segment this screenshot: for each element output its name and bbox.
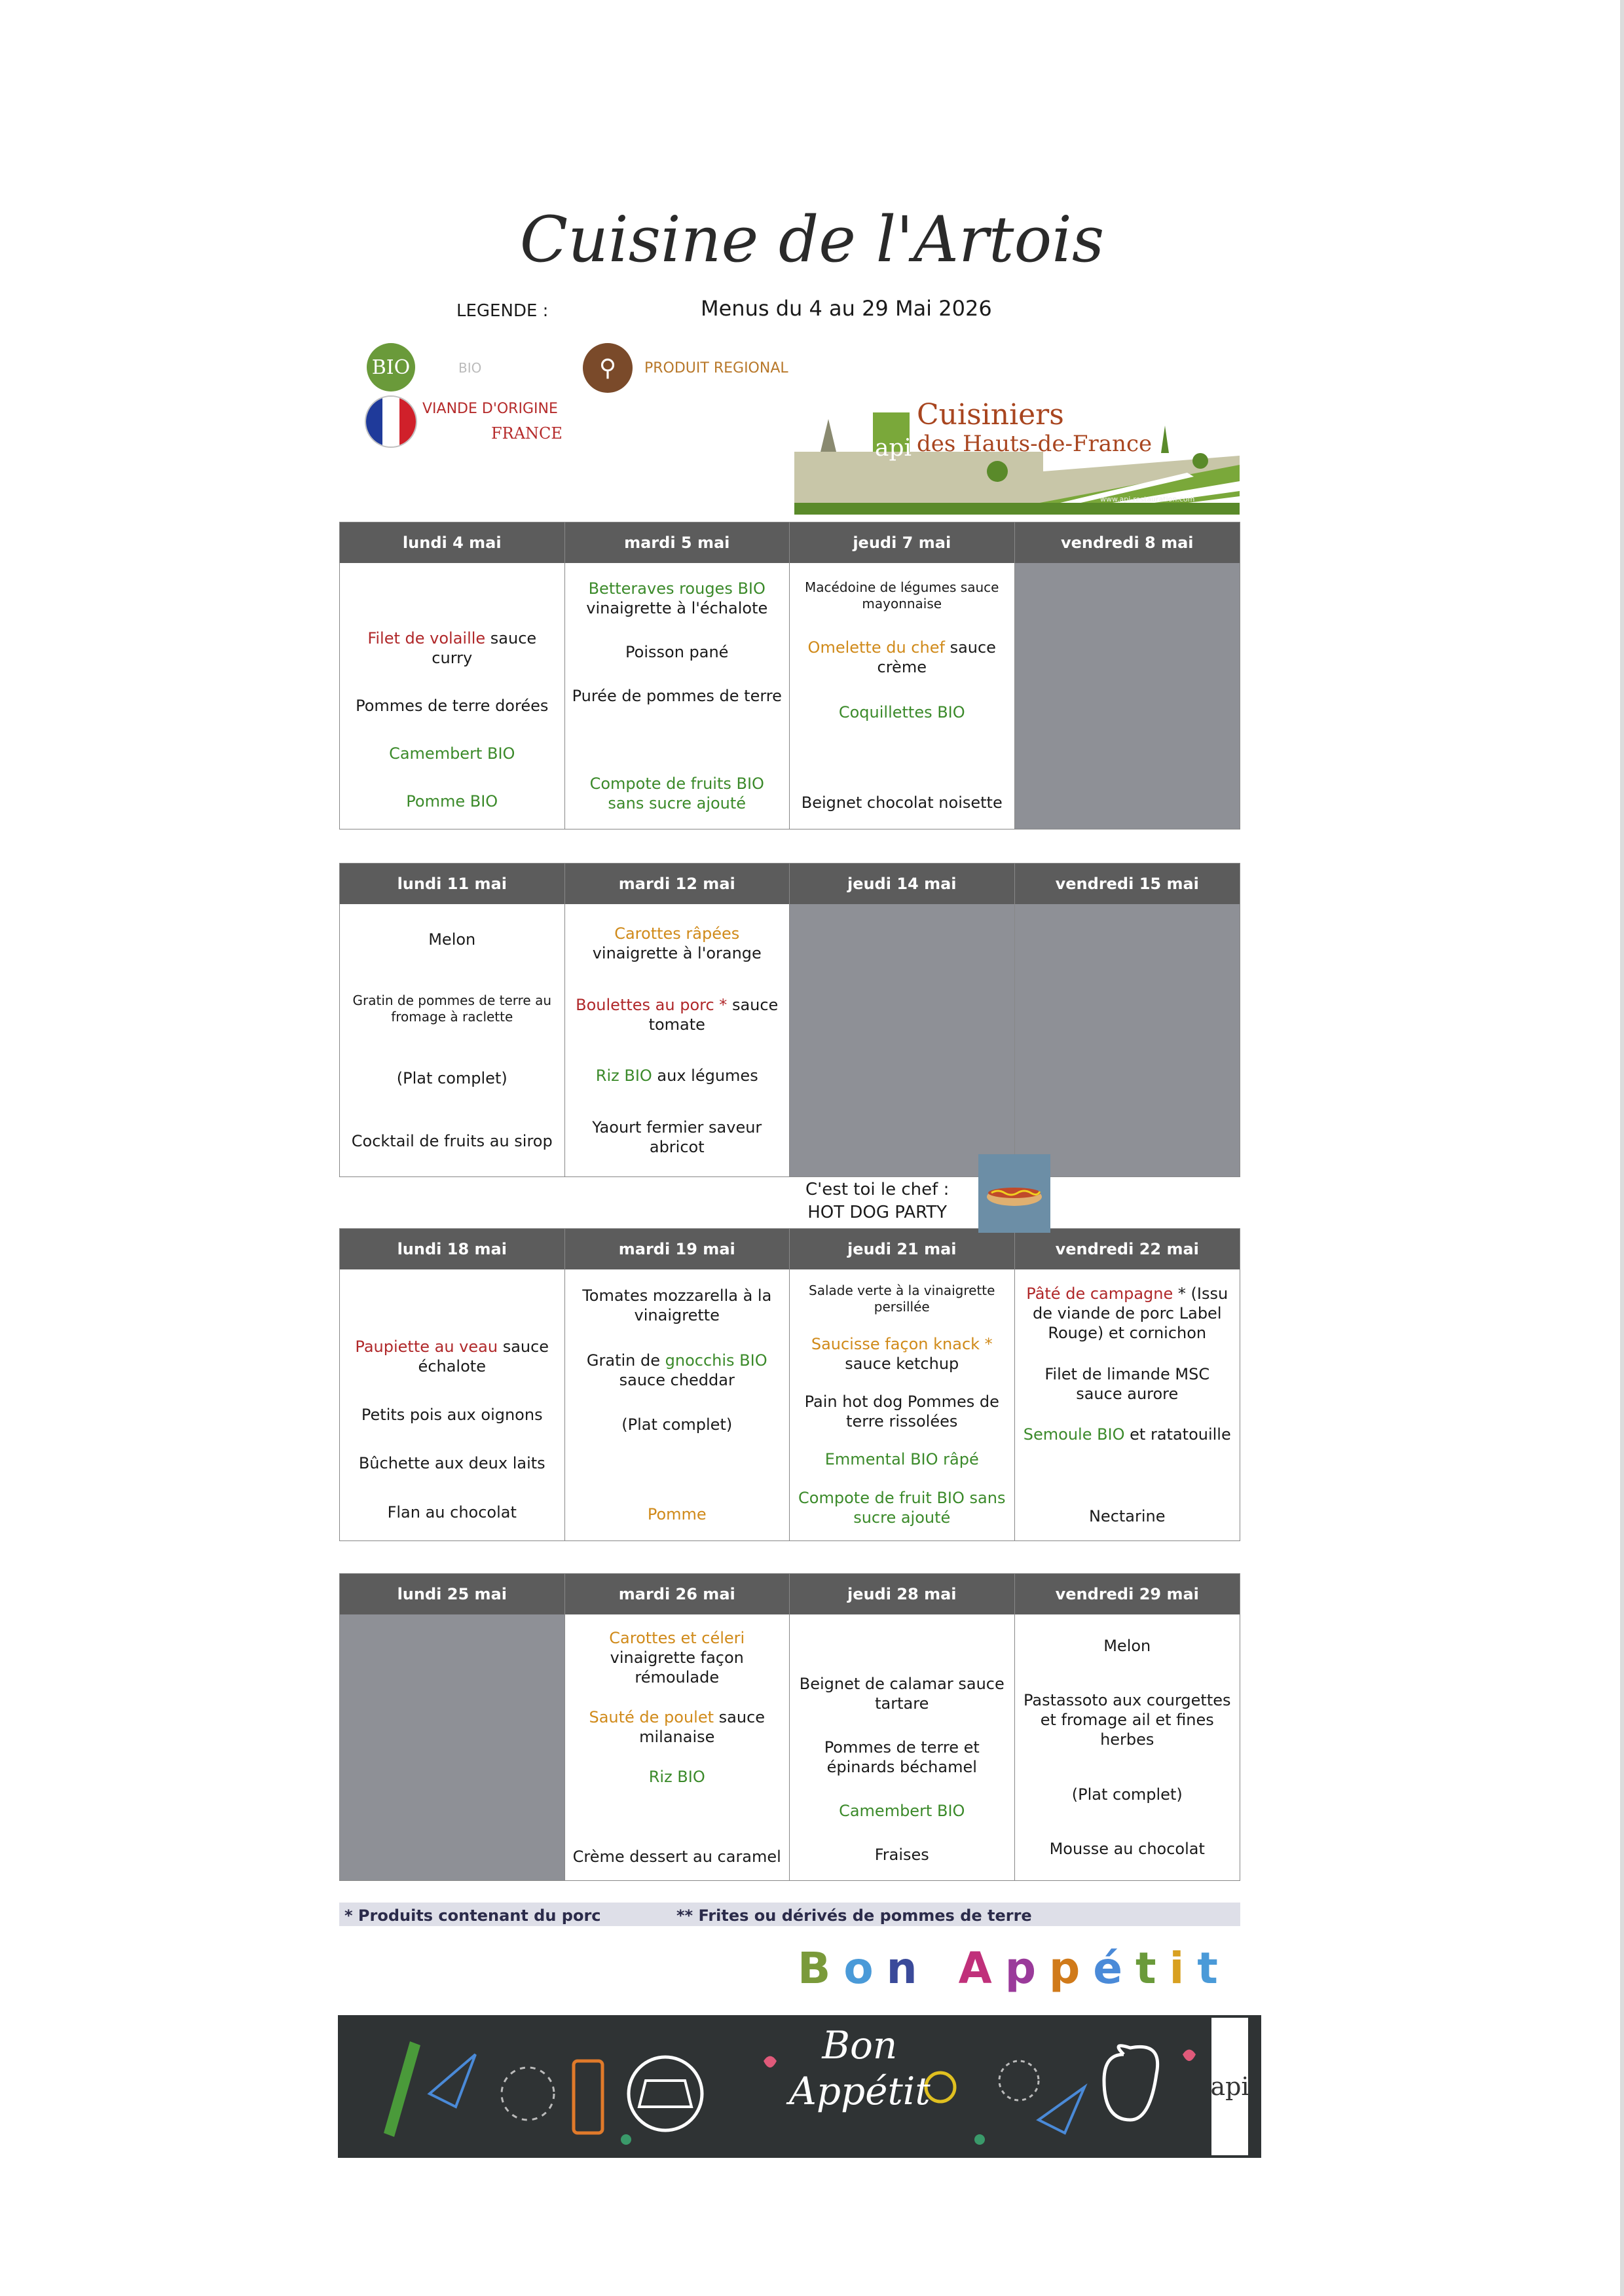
dish-item [345, 1503, 559, 1522]
bon-appetit-letter: B [798, 1943, 844, 1994]
day-column [790, 522, 1015, 829]
dish-item [345, 1068, 559, 1088]
bon-appetit-letter: n [886, 1943, 931, 1994]
day-column [340, 864, 565, 1176]
dish-text: Coquillettes BIO [838, 702, 965, 721]
dish-item [345, 930, 559, 949]
logo-line1: Cuisiniers [917, 398, 1064, 431]
week-3-grid [339, 1228, 1240, 1541]
day-column [1015, 1574, 1240, 1880]
dish-item [1020, 1506, 1235, 1526]
bon-appetit-letter: t [1197, 1943, 1231, 1994]
dish-item [795, 1283, 1009, 1315]
dish-item [1020, 1839, 1235, 1859]
dish-text: Gratin de pommes de terre au fromage à raclette [352, 993, 551, 1025]
dish-item [345, 1288, 559, 1307]
dish-item [570, 686, 784, 706]
dish-text: (Plat complet) [396, 1069, 507, 1087]
dish-item [795, 1449, 1009, 1469]
dish-item [345, 1131, 559, 1151]
day-column [565, 1574, 790, 1880]
day-menu [340, 904, 564, 1176]
day-header: lundi 25 mai [340, 1574, 564, 1614]
dish-item [345, 993, 559, 1025]
day-column [1015, 1229, 1240, 1540]
logo-api-text: api [875, 435, 912, 462]
dish-text: et ratatouille [1124, 1425, 1231, 1444]
dish-text: Melon [1103, 1636, 1151, 1655]
day-column [1015, 864, 1240, 1176]
dish-text: vinaigrette à l'échalote [586, 599, 768, 618]
dish-text: aux légumes [652, 1066, 758, 1085]
dish-item [345, 696, 559, 716]
banner-api-logo: api [1211, 2018, 1248, 2155]
day-header: vendredi 22 mai [1015, 1229, 1240, 1269]
dish-item [1020, 1425, 1235, 1444]
dish-item [570, 1459, 784, 1479]
dish-text: Boulettes au porc [576, 995, 714, 1014]
page-title: Cuisine de l'Artois [519, 203, 1105, 276]
dish-text: Melon [428, 930, 476, 949]
banner-text [789, 2023, 931, 2114]
legend-origin-country: FRANCE [491, 424, 563, 443]
day-header: jeudi 28 mai [790, 1574, 1014, 1614]
dish-text: Pommes de terre dorées [356, 696, 549, 715]
day-header: jeudi 7 mai [790, 522, 1014, 563]
day-menu [565, 1614, 790, 1880]
dish-text: Pommes de terre et épinards béchamel [824, 1738, 980, 1776]
dish-text: sauce échalote [418, 1337, 549, 1376]
dish-item [570, 1628, 784, 1687]
dish-text: Sauté de poulet [589, 1708, 714, 1727]
day-column [790, 1229, 1015, 1540]
dish-text: Compote de fruit BIO sans sucre ajouté [798, 1488, 1006, 1527]
dish-item [795, 1801, 1009, 1821]
chef-line2: HOT DOG PARTY [807, 1203, 948, 1223]
day-header: mardi 12 mai [565, 864, 790, 904]
dish-item [795, 579, 1009, 612]
dish-text: Riz BIO [648, 1767, 705, 1786]
day-header: vendredi 8 mai [1015, 522, 1240, 563]
legend-bio-text: BIO [458, 360, 482, 376]
dish-text: Omelette du chef [807, 638, 945, 657]
dish-item [570, 1415, 784, 1434]
dish-text: Carottes râpées [614, 924, 740, 943]
dish-text: Betteraves rouges BIO [588, 579, 766, 598]
dish-text: Crème dessert au caramel [572, 1847, 781, 1866]
day-menu [790, 1614, 1014, 1880]
dish-text: Pomme [647, 1504, 707, 1523]
day-header: jeudi 21 mai [790, 1229, 1014, 1269]
day-header: mardi 5 mai [565, 522, 790, 563]
dish-item [345, 1405, 559, 1425]
dish-item [795, 1630, 1009, 1650]
dish-text: Camembert BIO [389, 744, 515, 763]
dish-text: Pomme BIO [406, 792, 498, 811]
dish-text: gnocchis BIO [665, 1351, 767, 1370]
dish-text: Gratin de [586, 1351, 665, 1370]
dish-item [345, 581, 559, 600]
day-column [565, 1229, 790, 1540]
dish-item [570, 730, 784, 750]
dish-item [570, 642, 784, 662]
bon-appetit-letter: t [1135, 1943, 1170, 1994]
bon-appetit-letter: p [1048, 1943, 1094, 1994]
day-header: vendredi 15 mai [1015, 864, 1240, 904]
dish-item [570, 579, 784, 618]
bon-appetit-letter: i [1169, 1943, 1198, 1994]
day-menu [790, 1269, 1014, 1540]
day-column [790, 864, 1015, 1176]
dish-text: Mousse au chocolat [1049, 1840, 1205, 1859]
dish-item [795, 1488, 1009, 1527]
dish-text: Cocktail de fruits au sirop [351, 1132, 553, 1150]
dish-text: Pain hot dog Pommes de terre rissolées [804, 1392, 999, 1430]
legend-origin-text: VIANDE D'ORIGINE [422, 401, 558, 417]
dish-text: Beignet chocolat noisette [801, 793, 1003, 812]
dish-text: Riz BIO [595, 1066, 652, 1085]
dish-text: sauce tomate [648, 995, 779, 1034]
week-2-grid [339, 863, 1240, 1177]
day-column [565, 522, 790, 829]
dish-text: Emmental BIO râpé [824, 1450, 979, 1469]
dish-text: Paupiette au veau [355, 1337, 498, 1356]
logo-line2: des Hauts-de-France [917, 431, 1153, 457]
dish-item [1020, 1636, 1235, 1656]
hot-dog-icon [985, 1177, 1044, 1210]
dish-item [345, 1453, 559, 1473]
day-header: mardi 26 mai [565, 1574, 790, 1614]
dish-text: * (Issu de viande de porc Label Rouge) et cornichon [1032, 1285, 1228, 1343]
day-header: lundi 18 mai [340, 1229, 564, 1269]
dish-item [570, 774, 784, 813]
dish-item [795, 748, 1009, 767]
dish-text: sauce curry [432, 629, 537, 668]
dish-item [570, 1807, 784, 1827]
day-header: jeudi 14 mai [790, 864, 1014, 904]
dish-text: Filet de volaille [367, 629, 486, 648]
dish-text: vinaigrette façon rémoulade [610, 1649, 744, 1687]
week-1-grid [339, 522, 1240, 829]
day-header: lundi 4 mai [340, 522, 564, 563]
dish-item [570, 1767, 784, 1787]
day-header: vendredi 29 mai [1015, 1574, 1240, 1614]
bon-appetit-letter: é [1093, 1943, 1135, 1994]
dish-text: sauce crème [877, 638, 996, 677]
banner-text-line2: Appétit [789, 2068, 931, 2113]
dish-text: * [714, 995, 732, 1014]
banner-text-line1: Bon [822, 2023, 898, 2068]
day-column [340, 1574, 565, 1880]
dish-item [795, 1738, 1009, 1777]
dish-item [1020, 1690, 1235, 1749]
dish-text: Bûchette aux deux laits [358, 1454, 545, 1473]
dish-text: Yaourt fermier saveur abricot [592, 1118, 762, 1156]
day-column [340, 522, 565, 829]
dish-item [795, 1334, 1009, 1374]
regional-product-icon: ⚲ [583, 343, 633, 393]
bio-icon: BIO [367, 343, 415, 392]
dish-item [795, 1674, 1009, 1713]
week-4-grid [339, 1573, 1240, 1881]
bon-appetit-title [798, 1943, 1231, 1994]
dish-item [795, 1392, 1009, 1431]
dish-item [570, 1118, 784, 1157]
dish-text: Carottes et céleri [609, 1629, 745, 1648]
dish-text: Compote de fruits BIO sans sucre ajouté [589, 774, 764, 812]
dish-item [570, 1847, 784, 1867]
day-column [1015, 522, 1240, 829]
day-column [340, 1229, 565, 1540]
dish-item [345, 744, 559, 763]
menu-subtitle: Menus du 4 au 29 Mai 2026 [701, 296, 992, 321]
footnote-fries: ** Frites ou dérivés de pommes de terre [676, 1906, 1032, 1925]
day-menu [790, 563, 1014, 829]
dish-text: Pâté de campagne [1026, 1285, 1173, 1303]
closed-day-block [790, 904, 1014, 1176]
day-menu [340, 1269, 564, 1540]
closed-day-block [1015, 904, 1240, 1176]
dish-text: Tomates mozzarella à la vinaigrette [582, 1286, 772, 1325]
day-header: lundi 11 mai [340, 864, 564, 904]
dish-item [345, 629, 559, 668]
dish-text: Semoule BIO [1023, 1425, 1125, 1444]
dish-text: Beignet de calamar sauce tartare [799, 1675, 1005, 1713]
dish-item [1020, 1284, 1235, 1343]
dish-item [570, 1504, 784, 1524]
dish-item [570, 1351, 784, 1390]
day-column [565, 864, 790, 1176]
day-menu [565, 904, 790, 1176]
dish-text: Pastassoto aux courgettes et fromage ail et fines herbes [1023, 1691, 1231, 1749]
dish-item [570, 995, 784, 1034]
dish-text: sauce milanaise [639, 1708, 766, 1747]
dish-text: Fraises [874, 1845, 929, 1864]
dish-text: Macédoine de légumes sauce mayonnaise [805, 579, 999, 612]
dish-item [795, 638, 1009, 677]
dish-item [345, 792, 559, 811]
dish-text: sauce cheddar [619, 1370, 735, 1389]
dish-item [570, 1066, 784, 1085]
dish-text: Purée de pommes de terre [572, 686, 782, 705]
dish-text: Nectarine [1088, 1506, 1166, 1525]
dish-item [345, 1337, 559, 1376]
dish-item [1020, 1364, 1235, 1404]
dish-item [795, 793, 1009, 812]
day-header: mardi 19 mai [565, 1229, 790, 1269]
dish-item [795, 702, 1009, 722]
logo-url: www.api-restauration.com [1100, 495, 1195, 503]
dish-text: vinaigrette à l'orange [592, 944, 762, 963]
dish-item [1020, 1785, 1235, 1804]
bon-appetit-letter: p [1005, 1943, 1049, 1994]
dish-text: (Plat complet) [621, 1415, 733, 1434]
closed-day-block [1015, 563, 1240, 829]
bon-appetit-letter: o [843, 1943, 887, 1994]
day-menu [340, 563, 564, 829]
day-menu [1015, 1614, 1240, 1880]
footnote-bar [339, 1903, 1240, 1926]
bon-appetit-letter: A [958, 1943, 1005, 1994]
day-menu [565, 1269, 790, 1540]
dish-text: Petits pois aux oignons [361, 1405, 543, 1424]
dish-text: Salade verte à la vinaigrette persillée [809, 1283, 995, 1315]
france-flag-icon [365, 395, 417, 448]
dish-text: Saucisse façon knack * [811, 1334, 993, 1353]
day-menu [565, 563, 790, 829]
dish-text: Poisson pané [625, 643, 729, 662]
day-menu [1015, 1269, 1240, 1540]
day-column [790, 1574, 1015, 1880]
dish-text: Flan au chocolat [387, 1503, 517, 1522]
chef-line1: C'est toi le chef : [805, 1180, 950, 1199]
dish-text: (Plat complet) [1071, 1785, 1183, 1804]
dish-item [570, 1286, 784, 1325]
dish-item [570, 924, 784, 963]
bon-appetit-letter [931, 1943, 959, 1994]
page-edge [1620, 0, 1624, 2296]
closed-day-block [340, 1614, 564, 1880]
dish-item [570, 1707, 784, 1747]
hot-dog-image [978, 1154, 1050, 1233]
dish-item [795, 1845, 1009, 1865]
dish-item [1020, 1465, 1235, 1485]
dish-text: sauce ketchup [845, 1354, 959, 1373]
legend-regional-text: PRODUIT REGIONAL [644, 360, 788, 376]
footnote-pork: * Produits contenant du porc [344, 1906, 601, 1925]
chef-announcement [805, 1178, 949, 1224]
dish-text: Filet de limande MSC sauce aurore [1044, 1364, 1210, 1403]
legend-label: LEGENDE : [456, 301, 549, 321]
dish-text: Camembert BIO [839, 1801, 965, 1820]
